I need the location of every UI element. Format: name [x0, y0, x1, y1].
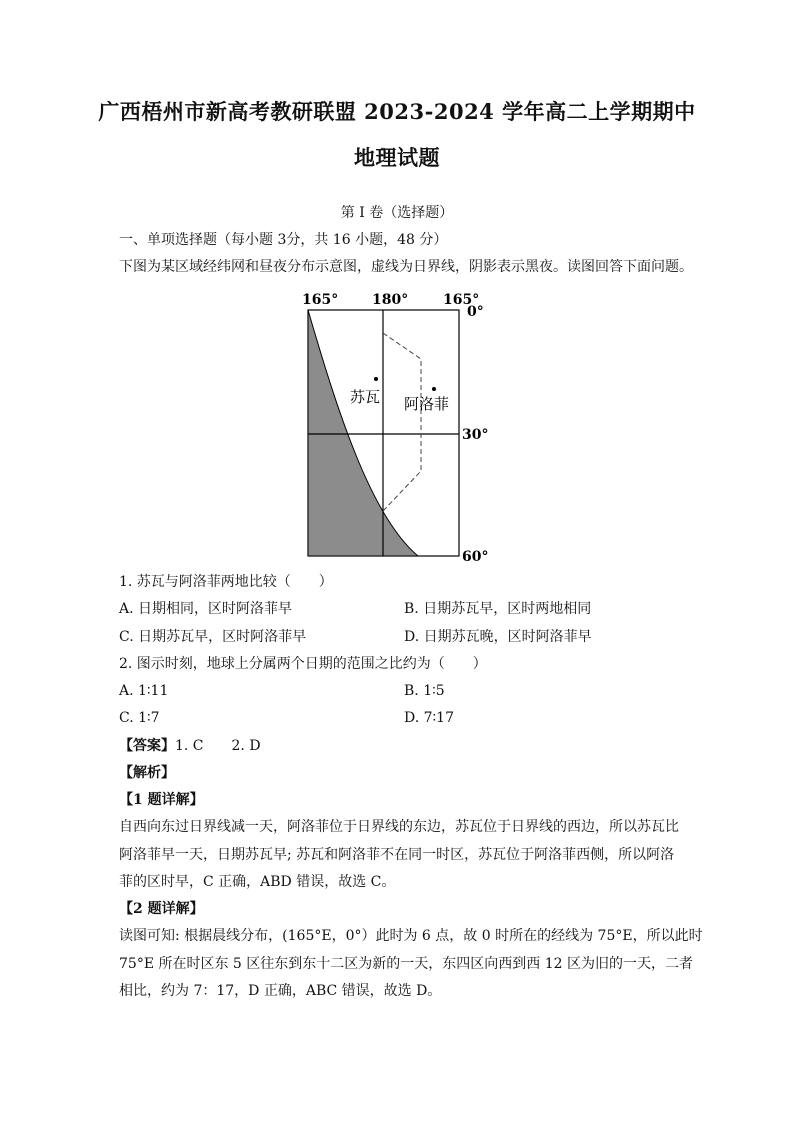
explain-2-line-3: 相比，约为 7：17，D 正确，ABC 错误，故选 D。 — [119, 983, 442, 999]
lon-label-left: 165° — [302, 292, 339, 308]
question-1-option-c: C. 日期苏瓦早，区时阿洛菲早 — [119, 629, 307, 645]
question-2-option-d: D. 7∶17 — [404, 710, 454, 726]
explain-1-line-3: 菲的区时早，C 正确，ABD 错误，故选 C。 — [119, 874, 396, 890]
question-1-stem: 1. 苏瓦与阿洛菲两地比较（ ） — [119, 574, 333, 590]
lat-label-bottom: 60° — [462, 549, 489, 565]
apia-dot — [432, 387, 436, 391]
night-shading — [308, 310, 418, 556]
suwa-dot — [374, 377, 378, 381]
question-2-option-a: A. 1∶11 — [119, 683, 169, 699]
answer-line — [119, 736, 261, 756]
explain-2-line-1: 读图可知: 根据晨线分布，(165°E，0°）此时为 6 点，故 0 时所在的经线为 75°E，所以此时 — [119, 928, 703, 944]
lat-lon-figure — [290, 286, 500, 566]
question-2-option-b: B. 1∶5 — [404, 683, 445, 699]
explain-2-label: 【2 题详解】 — [119, 901, 204, 917]
document-title-line2: 地理试题 — [354, 145, 440, 170]
suwa-label: 苏瓦 — [350, 388, 381, 406]
explain-2-line-2: 75°E 所在时区东 5 区往东到东十二区为新的一天，东四区向西到西 12 区为旧的一天，二者 — [119, 956, 694, 972]
explain-1-line-1: 自西向东过日界线减一天，阿洛菲位于日界线的东边，苏瓦位于日界线的西边，所以苏瓦比 — [119, 819, 679, 835]
question-2-stem: 2. 图示时刻，地球上分属两个日期的范围之比约为（ ） — [119, 656, 487, 672]
explain-1-label: 【1 题详解】 — [119, 792, 204, 808]
lat-label-mid: 30° — [462, 427, 489, 443]
analysis-label: 【解析】 — [119, 765, 175, 781]
section-heading: 一、单项选择题（每小题 3分，共 16 小题，48 分） — [119, 232, 448, 248]
explain-1-line-2: 阿洛菲早一天，日期苏瓦早; 苏瓦和阿洛菲不在同一时区，苏瓦位于阿洛菲西侧，所以阿洛 — [119, 847, 675, 863]
apia-label: 阿洛菲 — [404, 395, 450, 413]
document-title-line1: 广西梧州市新高考教研联盟 2023-2024 学年高二上学期期中 — [98, 99, 696, 124]
question-1-option-d: D. 日期苏瓦晚，区时阿洛菲早 — [404, 629, 592, 645]
question-2-option-c: C. 1∶7 — [119, 710, 160, 726]
question-1-option-b: B. 日期苏瓦早，区时两地相同 — [404, 601, 592, 617]
figure-intro: 下图为某区域经纬网和昼夜分布示意图，虚线为日界线，阴影表示黑夜。读图回答下面问题。 — [119, 259, 693, 275]
volume-heading: 第 I 卷（选择题） — [340, 205, 454, 221]
lon-label-mid: 180° — [372, 292, 409, 308]
lon-label-right: 165° — [443, 292, 480, 308]
answer-text: 1. C 2. D — [175, 738, 261, 754]
lat-label-top: 0° — [467, 304, 484, 320]
date-line — [383, 333, 421, 511]
answer-label: 【答案】 — [119, 738, 175, 754]
question-1-option-a: A. 日期相同，区时阿洛菲早 — [119, 601, 293, 617]
